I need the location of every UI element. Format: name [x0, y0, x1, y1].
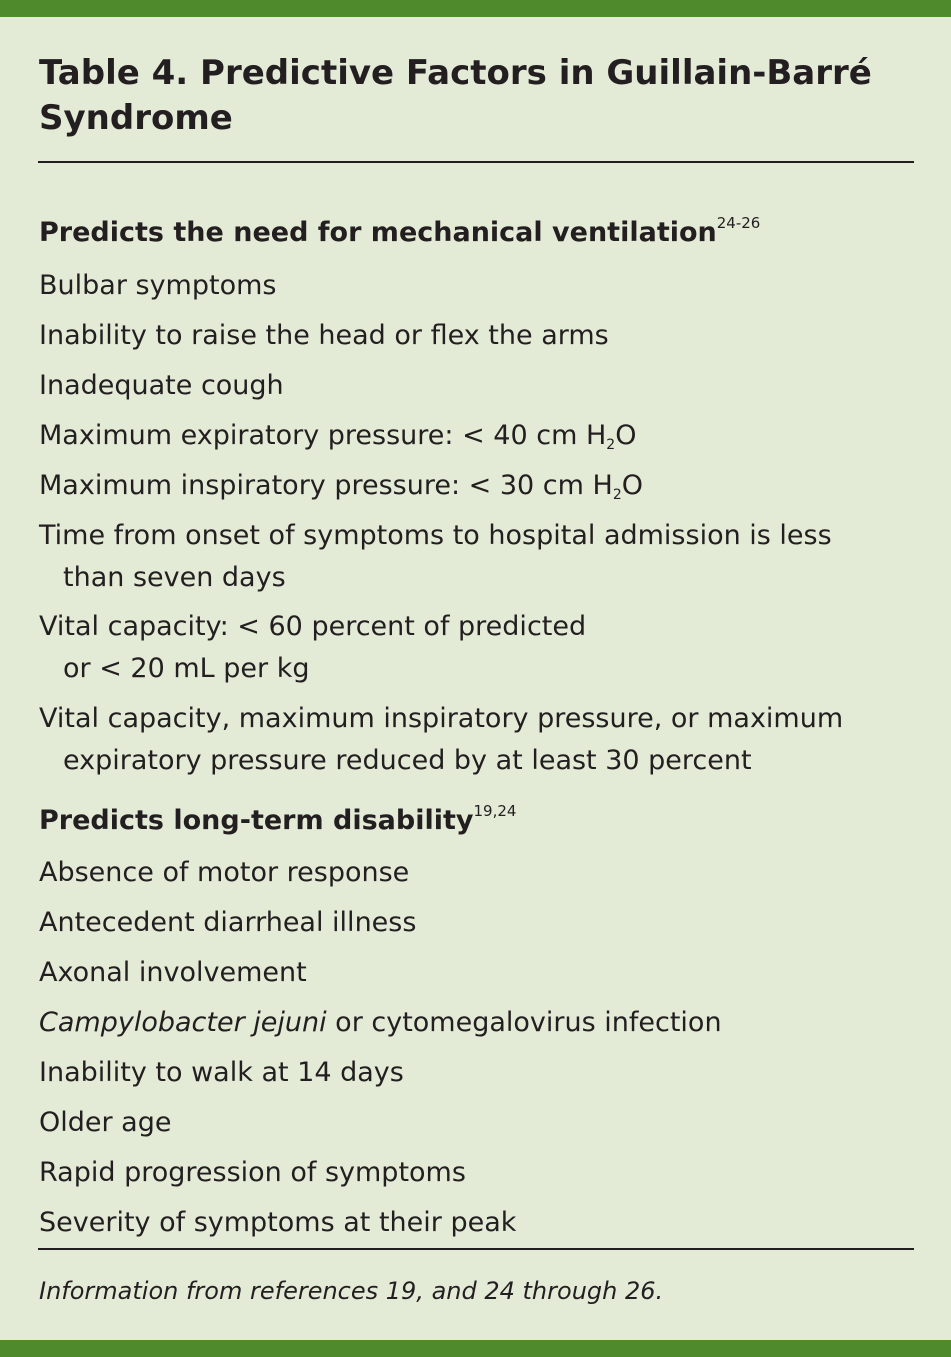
list-item: Maximum inspiratory pressure: < 30 cm $H_2O$: [39, 470, 644, 503]
section-references: 24-26: [716, 214, 761, 232]
list-item: Absence of motor response: [39, 857, 410, 888]
list-item: Vital capacity, maximum inspiratory pressure, or maximum expiratory pressure reduced by at least 30 percent: [39, 703, 844, 776]
section-heading-mechanical-ventilation: [39, 216, 760, 250]
list-item: Older age: [39, 1107, 172, 1138]
italic-organism-name: Campylobacter jejuni: [39, 1007, 327, 1038]
list-item: Vital capacity: < 60 percent of predicted or < 20 mL per kg: [39, 611, 587, 684]
list-item: Rapid progression of symptoms: [39, 1157, 466, 1188]
list-item: Inadequate cough: [39, 370, 284, 401]
list-item: Inability to raise the head or flex the arms: [39, 320, 609, 351]
list-item: Axonal involvement: [39, 957, 307, 988]
list-item: Bulbar symptoms: [39, 270, 277, 301]
title-divider: [38, 161, 914, 163]
list-item: Inability to walk at 14 days: [39, 1057, 404, 1088]
section-heading-text: Predicts long-term disability: [39, 805, 474, 836]
subscript: 2: [612, 487, 622, 503]
section-heading-text: Predicts the need for mechanical ventilation: [39, 217, 717, 248]
source-footnote: Information from references 19, and 24 through 26.: [39, 1277, 664, 1305]
list-item: Maximum expiratory pressure: < 40 cm $H_2O$: [39, 420, 637, 453]
footer-divider: [38, 1248, 914, 1250]
table-title: Table 4. Predictive Factors in Guillain-Barré Syndrome: [39, 53, 872, 138]
list-item: Severity of symptoms at their peak: [39, 1207, 517, 1238]
list-item: Antecedent diarrheal illness: [39, 907, 417, 938]
section-heading-long-term-disability: [39, 804, 516, 838]
list-item: Campylobacter jejuni or cytomegalovirus infection: [39, 1007, 722, 1038]
subscript: 2: [606, 437, 616, 453]
list-item: Time from onset of symptoms to hospital admission is less than seven days: [39, 520, 832, 593]
section-references: 19,24: [473, 802, 517, 820]
